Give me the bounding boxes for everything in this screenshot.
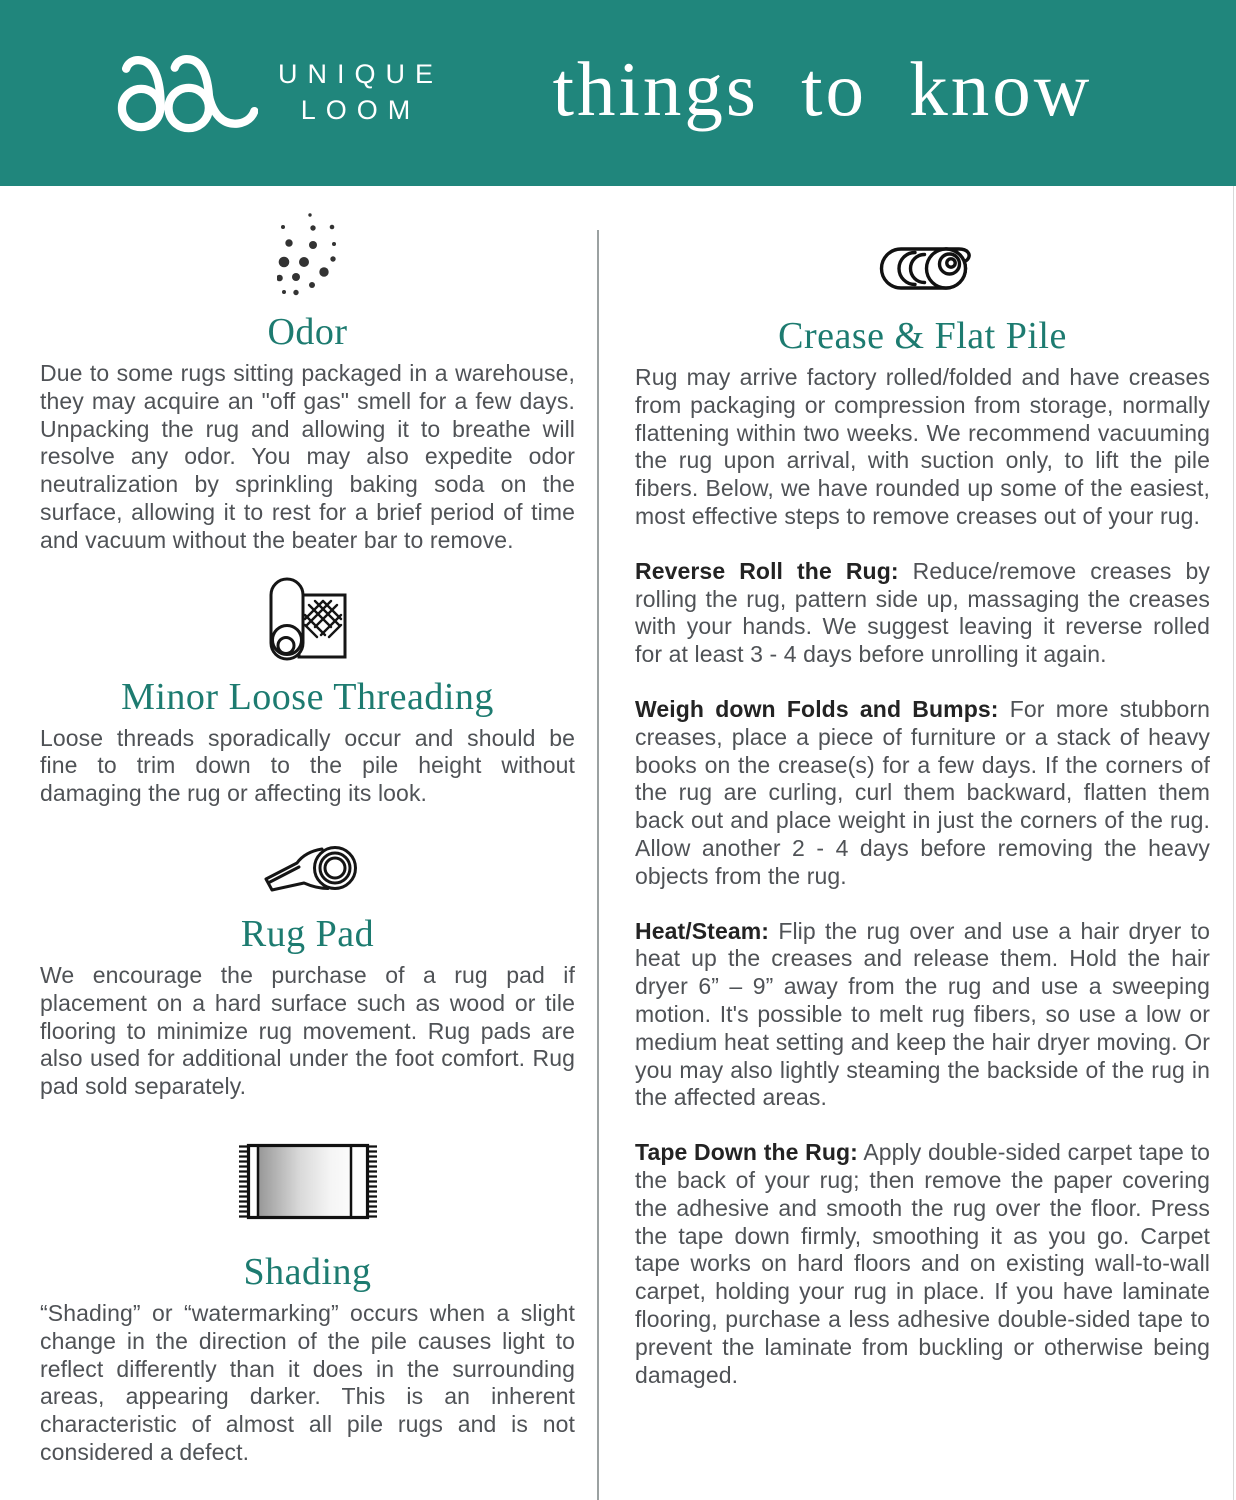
section-odor-icon-row xyxy=(40,210,575,296)
section-body-crease: Rug may arrive factory rolled/folded and have creases from packaging or compression from storage, normally flattening within two weeks. We recommend vacuuming the rug upon arrival, with suction only, to lift the pile fibers. Below, we have rounded up some of the easiest, most effective steps to remove creases out of your rug. xyxy=(635,364,1210,529)
section-body-rug-pad: We encourage the purchase of a rug pad if placement on a hard surface such as wood or tile flooring to minimize rug movement. Rug pads are also used for additional under the foot comfort. Rug pad sold separately. xyxy=(40,961,575,1100)
header-banner xyxy=(0,0,1236,186)
tip-reverse-roll-body: Reduce/remove creases by rolling the rug, pattern side up, massaging the creases with your hands. We suggest leaving it reverse rolled for at least 3 - 4 days before unrolling it again. xyxy=(635,557,1210,668)
section-body-odor: Due to some rugs sitting packaged in a warehouse, they may acquire an "off gas" smell for a few days. Unpacking the rug and allowing it to breathe will resolve any odor. You may also expedite odor neutralization by sprinkling baking soda on the surface, allowing it to rest for a brief period of time and vacuum without the beater bar to remove. xyxy=(40,360,575,553)
section-title-rug-pad: Rug Pad xyxy=(240,912,375,955)
section-title-shading: Shading xyxy=(243,1250,372,1293)
section-crease-icon-row xyxy=(635,246,1210,292)
section-title-crease: Crease & Flat Pile xyxy=(778,315,1067,357)
tip-reverse-roll-label: Reverse Roll the Rug: xyxy=(635,557,899,584)
section-body-shading: “Shading” or “watermarking” occurs when a slight change in the direction of the pile causes light to reflect differently than it does in the surrounding areas, appearing darker. This is an inherent characteristic of almost all pile rugs and is not considered a defect. xyxy=(40,1299,575,1465)
fringed-rug-shading-icon xyxy=(238,1143,378,1220)
section-body-threading: Loose threads sporadically occur and should be fine to trim down to the pile height without damaging the rug or affecting its look. xyxy=(40,724,575,807)
tip-weigh-down-label: Weigh down Folds and Bumps: xyxy=(635,695,999,722)
right-column xyxy=(599,186,1236,1500)
section-rug-pad-icon-row xyxy=(40,842,575,898)
section-title-odor: Odor xyxy=(267,311,348,353)
tip-reverse-roll xyxy=(635,558,1210,669)
tip-heat-steam xyxy=(635,918,1210,1113)
tip-heat-steam-body: Flip the rug over and use a hair dryer to heat up the creases and release them. Hold the hair dryer 6” – 9” away from the rug and use a sweeping motion. It's possible to melt rug fibers, so use a low or medium heat setting and keep the hair dryer moving. Or you may also lightly steaming the backside of the rug in the affected areas. xyxy=(635,917,1210,1111)
tip-weigh-down-body: For more stubborn creases, place a piece of furniture or a stack of heavy books on the crease(s) for a few days. If the corners of the rug are curling, curl them backward, flatten them back out and place weight in just the corners of the rug. Allow another 2 - 4 days before removing the heavy objects from the rug. xyxy=(635,695,1211,889)
tip-tape-down-body: Apply double-sided carpet tape to the back of your rug; then remove the paper covering the adhesive and smooth the rug over the floor. Press the tape down firmly, smoothing it as you go. Carpet tape works on hard floors and on existing wall-to-wall carpet, holding your rug in place. If you have laminate flooring, purchase a less adhesive double-sided tape to prevent the laminate from buckling or otherwise being damaged. xyxy=(635,1139,1210,1388)
brand-line-2: LOOM xyxy=(300,95,421,125)
content xyxy=(0,186,1236,1500)
rolled-rug-side-icon xyxy=(874,246,972,292)
page-title: things to know xyxy=(552,45,1093,132)
rug-pad-roll-icon xyxy=(258,842,358,898)
left-column xyxy=(0,186,597,1500)
section-title-threading: Minor Loose Threading xyxy=(121,675,494,718)
section-shading-icon-row xyxy=(40,1143,575,1220)
tip-weigh-down xyxy=(635,696,1210,891)
brand xyxy=(108,49,443,137)
page-right-edge-line xyxy=(1233,186,1234,1500)
tip-heat-steam-label: Heat/Steam: xyxy=(635,917,770,944)
brand-wordmark xyxy=(278,57,443,128)
tip-tape-down-label: Tape Down the Rug: xyxy=(635,1139,858,1166)
tip-tape-down xyxy=(635,1139,1210,1389)
unique-loom-logo-icon xyxy=(108,49,258,137)
odor-speckle-dots-icon xyxy=(277,210,339,296)
rolled-rug-corner-icon xyxy=(269,577,347,661)
section-threading-icon-row xyxy=(40,577,575,661)
brand-line-1: UNIQUE xyxy=(278,59,444,90)
